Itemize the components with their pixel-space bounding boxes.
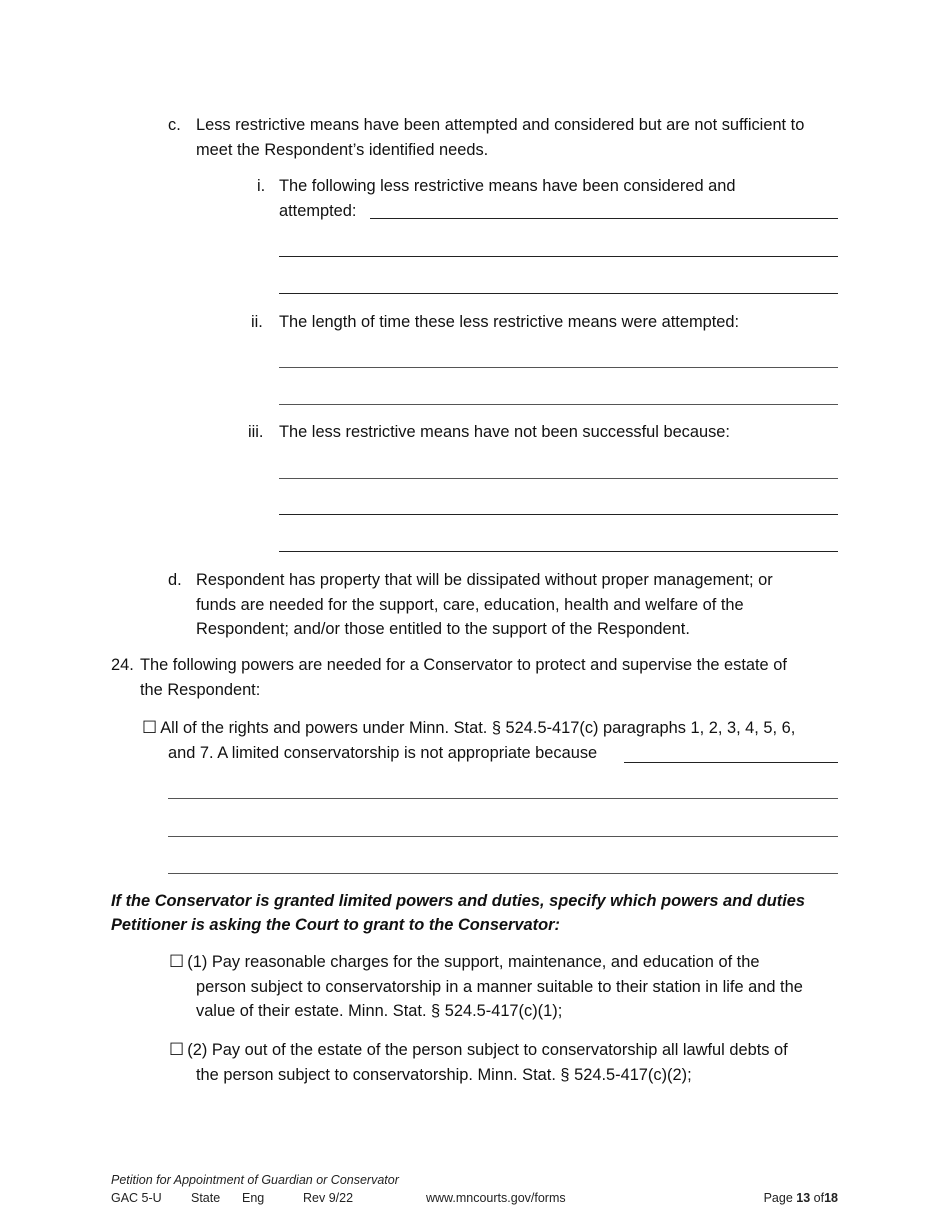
item-d-line-3: Respondent; and/or those entitled to the support of the Respondent.: [196, 620, 690, 638]
power-2-checkbox[interactable]: ☐: [169, 1040, 185, 1060]
power-1-line-1: (1) Pay reasonable charges for the support, maintenance, and education of the: [187, 953, 760, 971]
c-i-answer-line-3[interactable]: [279, 293, 838, 294]
all-powers-line-2: and 7. A limited conservatorship is not appropriate because: [168, 743, 598, 762]
footer-jurisdiction: State: [191, 1191, 221, 1205]
footer-form-code: GAC 5-U: [111, 1191, 162, 1205]
footer-page-info: [764, 1191, 838, 1205]
c-ii-answer-line-2[interactable]: [279, 404, 838, 405]
item-c-line-2: meet the Respondent’s identified needs.: [196, 140, 489, 159]
all-powers-option: [142, 716, 795, 765]
power-1-line-3: value of their estate. Minn. Stat. § 524.5-417(c)(1);: [196, 1002, 563, 1020]
item-c-label: c.: [168, 116, 181, 134]
item-c-ii-text: The length of time these less restrictive means were attempted:: [279, 313, 740, 331]
item-c-iii-text: The less restrictive means have not been successful because:: [279, 423, 730, 441]
all-powers-line-1: All of the rights and powers under Minn. Stat. § 524.5-417(c) paragraphs 1, 2, 3, 4, 5, 6,: [160, 719, 796, 737]
footer-website: www.mncourts.gov/forms: [426, 1191, 566, 1205]
all-powers-reason-line-4[interactable]: [168, 873, 838, 874]
footer-title: Petition for Appointment of Guardian or Conservator: [111, 1173, 399, 1187]
footer-revision: Rev 9/22: [303, 1191, 354, 1205]
footer-page-of: of: [813, 1191, 825, 1205]
item-c-ii-label: ii.: [251, 313, 263, 331]
power-1-option: [169, 950, 803, 1024]
c-i-answer-line-1[interactable]: [370, 218, 838, 219]
item-c-i-label: i.: [257, 177, 266, 195]
item-d-line-2: funds are needed for the support, care, education, health and welfare of the: [196, 595, 744, 614]
item-c-iii-label: iii.: [248, 423, 264, 441]
item-24-line-2: the Respondent:: [140, 680, 261, 699]
all-powers-checkbox[interactable]: ☐: [142, 718, 158, 738]
power-2-line-1: (2) Pay out of the estate of the person subject to conservatorship all lawful debts of: [187, 1041, 788, 1059]
item-c-i-line-2: attempted:: [279, 201, 357, 220]
limited-powers-heading: [111, 889, 805, 937]
item-c-i-text: [279, 174, 735, 223]
power-1-line-2: person subject to conservatorship in a manner suitable to their station in life and the: [196, 977, 803, 996]
c-iii-answer-line-1[interactable]: [279, 478, 838, 479]
item-d-label: d.: [168, 571, 182, 589]
c-iii-answer-line-3[interactable]: [279, 551, 838, 552]
footer-page-number: 13: [796, 1191, 811, 1205]
item-24-text: [140, 653, 787, 702]
all-powers-reason-line-2[interactable]: [168, 798, 838, 799]
footer-page-total: 18: [824, 1191, 838, 1205]
item-c-line-1: Less restrictive means have been attempted and considered but are not sufficient to: [196, 116, 805, 134]
footer-page-prefix: Page: [763, 1191, 793, 1205]
power-1-checkbox[interactable]: ☐: [169, 952, 185, 972]
footer-language: Eng: [242, 1191, 265, 1205]
item-24-line-1: The following powers are needed for a Conservator to protect and supervise the estate of: [140, 656, 787, 674]
all-powers-reason-line-1[interactable]: [624, 762, 838, 763]
c-iii-answer-line-2[interactable]: [279, 514, 838, 515]
item-c-i-line-1: The following less restrictive means have been considered and: [279, 177, 736, 195]
all-powers-reason-line-3[interactable]: [168, 836, 838, 837]
c-i-answer-line-2[interactable]: [279, 256, 838, 257]
limited-heading-line-1: If the Conservator is granted limited powers and duties, specify which powers and duties: [111, 892, 806, 910]
power-2-line-2: the person subject to conservatorship. Minn. Stat. § 524.5-417(c)(2);: [196, 1065, 692, 1084]
limited-heading-line-2: Petitioner is asking the Court to grant to the Conservator:: [111, 916, 560, 934]
item-d-line-1: Respondent has property that will be dissipated without proper management; or: [196, 571, 773, 589]
power-2-option: [169, 1038, 788, 1087]
item-c-text: [196, 113, 804, 162]
item-d-text: [196, 568, 773, 642]
c-ii-answer-line-1[interactable]: [279, 367, 838, 368]
item-24-label: 24.: [111, 656, 134, 674]
